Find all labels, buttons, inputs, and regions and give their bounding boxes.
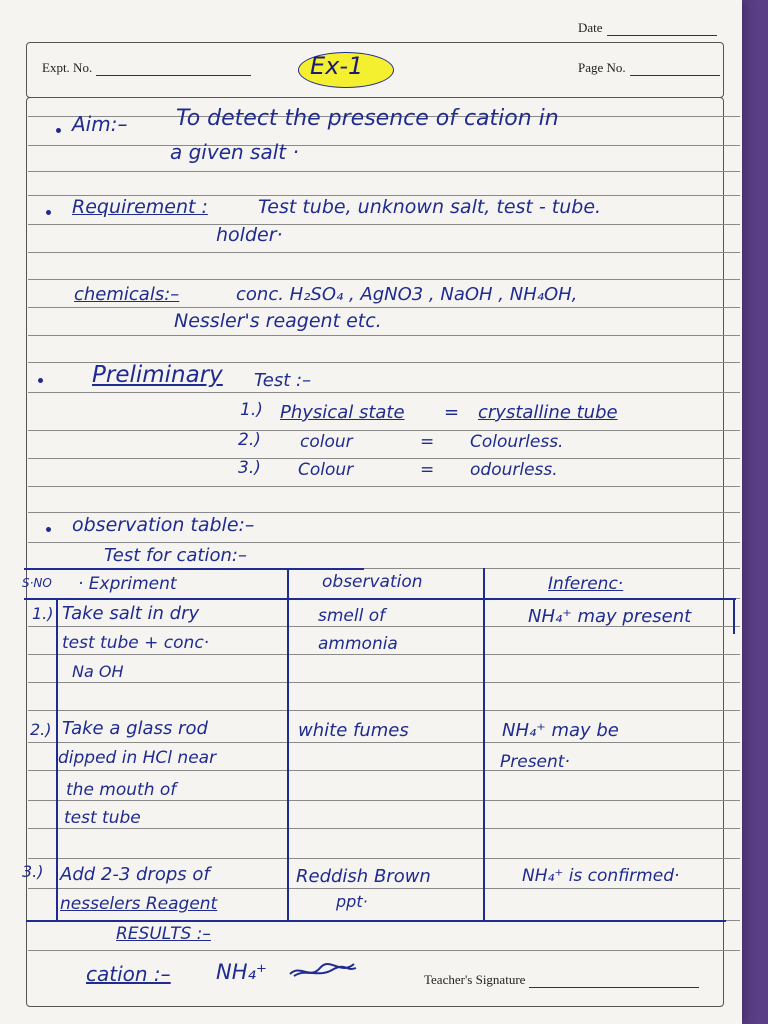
table-header-observation: observation — [322, 572, 423, 592]
preliminary-item-name: Colour — [298, 460, 354, 480]
chemicals-line-2: Nessler's reagent etc. — [174, 310, 382, 332]
row-experiment-line: Add 2-3 drops of — [60, 864, 210, 885]
ruled-line — [28, 742, 740, 743]
observation-sublabel: Test for cation:– — [104, 545, 247, 566]
row-number: 3.) — [22, 862, 44, 881]
results-label: RESULTS :– — [116, 924, 211, 944]
ruled-line — [28, 252, 740, 253]
preliminary-item-num: 2.) — [238, 430, 261, 450]
ruled-line — [28, 888, 740, 889]
ruled-line — [28, 279, 740, 280]
expt-label: Expt. No. — [42, 60, 93, 75]
date-field — [578, 20, 717, 36]
expt-line — [96, 75, 251, 76]
preliminary-item-name: Physical state — [280, 402, 405, 423]
row-observation-line: white fumes — [298, 720, 409, 741]
table-bottom-line — [26, 920, 726, 922]
table-col-divider — [733, 598, 735, 634]
aim-line-2: a given salt · — [170, 140, 299, 164]
requirement-line-1: Test tube, unknown salt, test - tube. — [258, 196, 602, 218]
ruled-line — [28, 458, 740, 459]
preliminary-item-value: crystalline tube — [478, 402, 618, 423]
preliminary-item-eq: = — [420, 460, 435, 480]
row-number: 2.) — [30, 720, 52, 739]
row-inference-line: NH₄⁺ is confirmed· — [522, 866, 680, 886]
row-observation-line: smell of — [318, 606, 386, 626]
aim-line-1: To detect the presence of cation in — [176, 106, 559, 131]
ruled-line — [28, 486, 740, 487]
row-observation-line: ppt· — [336, 892, 368, 911]
row-observation-line: Reddish Brown — [296, 866, 431, 887]
table-header-sno: S·NO — [22, 576, 52, 590]
row-number: 1.) — [32, 604, 54, 623]
preliminary-item-value: Colourless. — [470, 432, 564, 452]
teacher-signature-label: Teacher's Signature — [424, 972, 526, 987]
preliminary-item-eq: = — [444, 402, 460, 423]
scribble-strikeout — [288, 958, 358, 982]
requirement-label: Requirement : — [72, 196, 208, 218]
preliminary-label-suffix: Test :– — [254, 370, 312, 391]
row-experiment-line: Take salt in dry — [62, 603, 200, 624]
cation-value: NH₄⁺ — [216, 960, 268, 984]
table-underline — [24, 568, 364, 570]
ruled-line — [28, 145, 740, 146]
row-inference-line: Present· — [500, 752, 570, 772]
ruled-line — [28, 950, 740, 951]
ruled-line — [28, 430, 740, 431]
row-experiment-line: test tube — [64, 808, 141, 828]
preliminary-item-name: colour — [300, 432, 353, 452]
preliminary-item-eq: = — [420, 432, 435, 452]
bullet — [46, 210, 51, 215]
ruled-line — [28, 654, 740, 655]
row-experiment-line: the mouth of — [66, 780, 177, 800]
ruled-line — [28, 800, 740, 801]
table-header-inference: Inferenc· — [548, 574, 624, 594]
date-label: Date — [578, 20, 603, 35]
ruled-line — [28, 682, 740, 683]
chemicals-line-1: conc. H₂SO₄ , AgNO3 , NaOH , NH₄OH, — [236, 284, 578, 305]
ruled-line — [28, 858, 740, 859]
row-experiment-line: test tube + conc· — [62, 633, 210, 653]
ruled-line — [28, 224, 740, 225]
table-col-divider — [287, 568, 289, 920]
row-experiment-line: Na OH — [72, 662, 124, 681]
ruled-line — [28, 171, 740, 172]
preliminary-item-num: 3.) — [238, 458, 261, 478]
signature-line — [529, 987, 699, 988]
teacher-signature-field — [424, 972, 699, 988]
ruled-line — [28, 710, 740, 711]
preliminary-label: Preliminary — [92, 362, 223, 388]
date-line — [607, 35, 717, 36]
ruled-line — [28, 392, 740, 393]
ruled-line — [28, 542, 740, 543]
page-line — [630, 75, 720, 76]
ruled-line — [28, 828, 740, 829]
row-experiment-line: dipped in HCl near — [58, 748, 217, 768]
row-experiment-line: nesselers Reagent — [60, 894, 218, 914]
preliminary-item-value: odourless. — [470, 460, 558, 480]
page-field — [578, 60, 720, 76]
ruled-line — [28, 307, 740, 308]
observation-label: observation table:– — [72, 514, 255, 536]
table-col-divider — [483, 568, 485, 920]
expt-field — [42, 60, 251, 76]
preliminary-item-num: 1.) — [240, 400, 263, 420]
cation-label: cation :– — [86, 962, 171, 986]
ruled-line — [28, 770, 740, 771]
row-inference-line: NH₄⁺ may present — [528, 606, 692, 627]
table-header-experiment: · Expriment — [78, 574, 177, 594]
row-experiment-line: Take a glass rod — [62, 718, 208, 739]
bullet — [38, 378, 43, 383]
ruled-line — [28, 335, 740, 336]
bullet — [56, 128, 61, 133]
experiment-title: Ex-1 — [310, 52, 364, 80]
row-inference-line: NH₄⁺ may be — [502, 720, 619, 741]
requirement-line-2: holder· — [216, 224, 283, 246]
bullet — [46, 527, 51, 532]
page-label: Page No. — [578, 60, 626, 75]
table-header-line — [24, 598, 736, 600]
row-observation-line: ammonia — [318, 634, 398, 654]
ruled-line — [28, 512, 740, 513]
aim-label: Aim:– — [72, 112, 128, 136]
chemicals-label: chemicals:– — [74, 284, 180, 305]
